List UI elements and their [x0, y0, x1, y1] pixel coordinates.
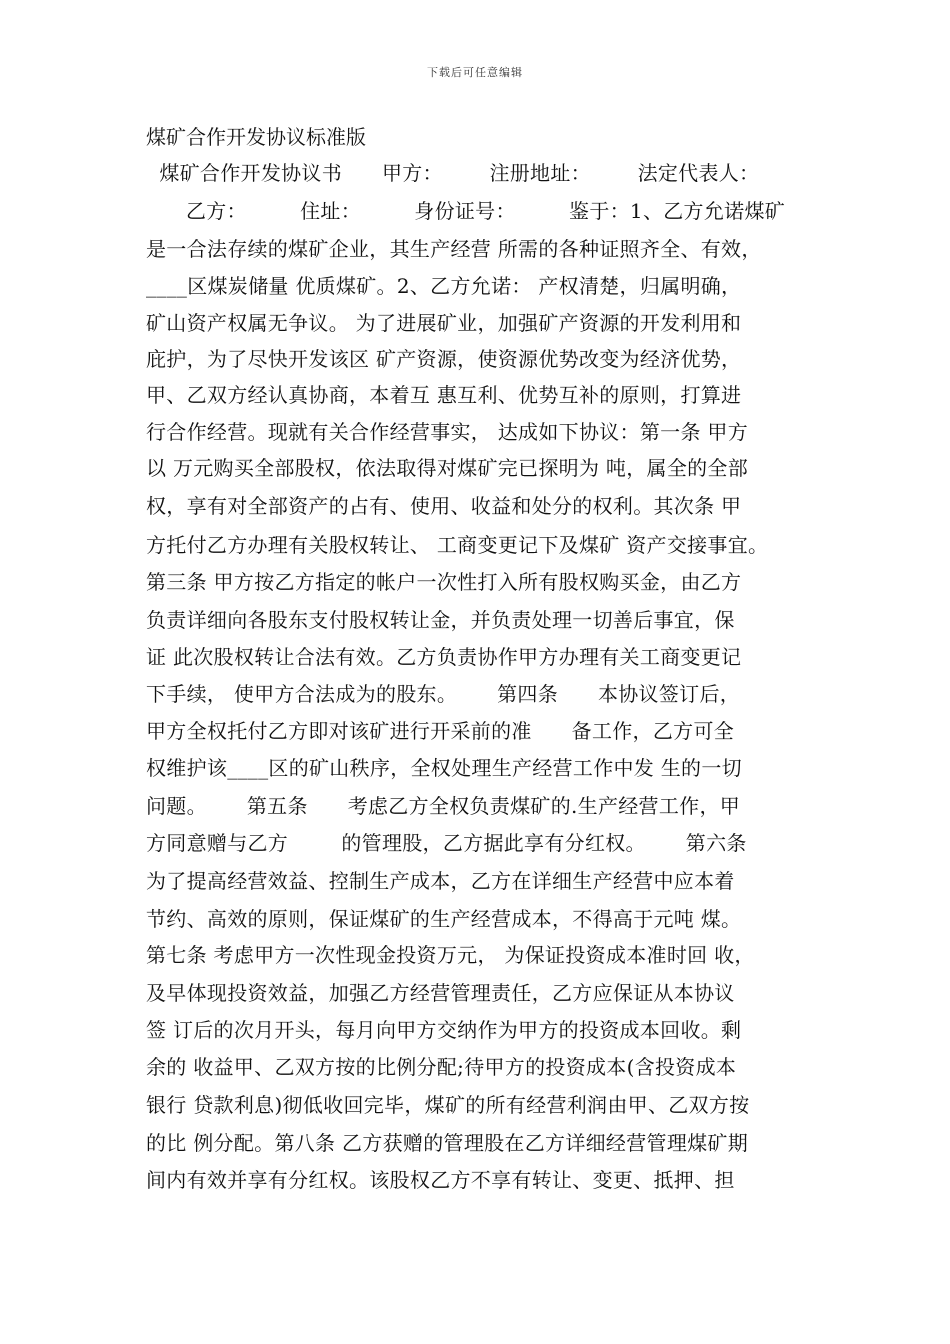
body-line-23: 及早体现投资效益，加强乙方经营管理责任，乙方应保证从本协议: [146, 981, 735, 1005]
body-line-11: 方托付乙方办理有关股权转让、 工商变更记下及煤矿 资产交接事宜。: [146, 533, 769, 557]
header-note: 下载后可任意编辑: [427, 66, 523, 79]
body-line-18: 问题。 第五条 考虑乙方全权负责煤矿的.生产经营工作，甲: [146, 794, 741, 818]
body-line-12: 第三条 甲方按乙方指定的帐户一次性打入所有股权购买金，由乙方: [146, 570, 742, 594]
body-line-9: 以 万元购买全部股权，依法取得对煤矿完已探明为 吨，属全的全部: [146, 456, 749, 480]
body-line-4: ____区煤炭储量 优质煤矿。2、乙方允诺： 产权清楚，归属明确，: [146, 274, 742, 298]
body-line-20: 为了提高经营效益、控制生产成本，乙方在详细生产经营中应本着: [146, 869, 735, 893]
body-line-14: 证 此次股权转让合法有效。乙方负责协作甲方办理有关工商变更记: [146, 645, 742, 669]
body-line-17: 权维护该____区的矿山秩序，全权处理生产经营工作中发 生的一切: [146, 756, 742, 780]
body-line-21: 节约、高效的原则，保证煤矿的生产经营成本，不得高于元吨 煤。: [146, 907, 742, 931]
body-line-1: 煤矿合作开发协议书 甲方： 注册地址： 法定代表人：: [146, 161, 760, 185]
body-line-10: 权，享有对全部资产的占有、使用、收益和处分的权利。其次条 甲: [146, 494, 742, 518]
body-line-19: 方同意赠与乙方 的管理股，乙方据此享有分红权。 第六条: [146, 831, 747, 855]
body-line-26: 银行 贷款利息)彻低收回完毕，煤矿的所有经营利润由甲、乙双方按: [146, 1093, 750, 1117]
body-line-22: 第七条 考虑甲方一次性现金投资万元， 为保证投资成本准时回 收，: [146, 943, 755, 967]
body-line-3: 是一合法存续的煤矿企业，其生产经营 所需的各种证照齐全、有效，: [146, 237, 762, 261]
body-line-28: 间内有效并享有分红权。该股权乙方不享有转让、变更、抵押、担: [146, 1168, 735, 1192]
body-line-27: 的比 例分配。第八条 乙方获赠的管理股在乙方详细经营管理煤矿期: [146, 1131, 749, 1155]
body-line-6: 庇护，为了尽快开发该区 矿产资源，使资源优势改变为经济优势，: [146, 347, 742, 371]
body-line-15: 下手续， 使甲方合法成为的股东。 第四条 本协议签订后，: [146, 682, 741, 706]
body-line-25: 余的 收益甲、乙双方按的比例分配;待甲方的投资成本(含投资成本: [146, 1055, 737, 1079]
body-line-16: 甲方全权托付乙方即对该矿进行开采前的准 备工作，乙方可全: [146, 719, 735, 743]
body-line-7: 甲、乙双方经认真协商，本着互 惠互利、优势互补的原则，打算进: [146, 383, 742, 407]
document-title: 煤矿合作开发协议标准版: [146, 125, 366, 149]
body-line-2: 乙方： 住址： 身份证号： 鉴于：1、乙方允诺煤矿: [146, 199, 786, 223]
body-line-5: 矿山资产权属无争议。 为了进展矿业，加强矿产资源的开发利用和: [146, 311, 742, 335]
body-line-13: 负责详细向各股东支付股权转让金，并负责处理一切善后事宜，保: [146, 608, 735, 632]
body-line-8: 行合作经营。现就有关合作经营事实， 达成如下协议：第一条 甲方: [146, 420, 749, 444]
body-line-24: 签 订后的次月开头，每月向甲方交纳作为甲方的投资成本回收。剩: [146, 1018, 742, 1042]
